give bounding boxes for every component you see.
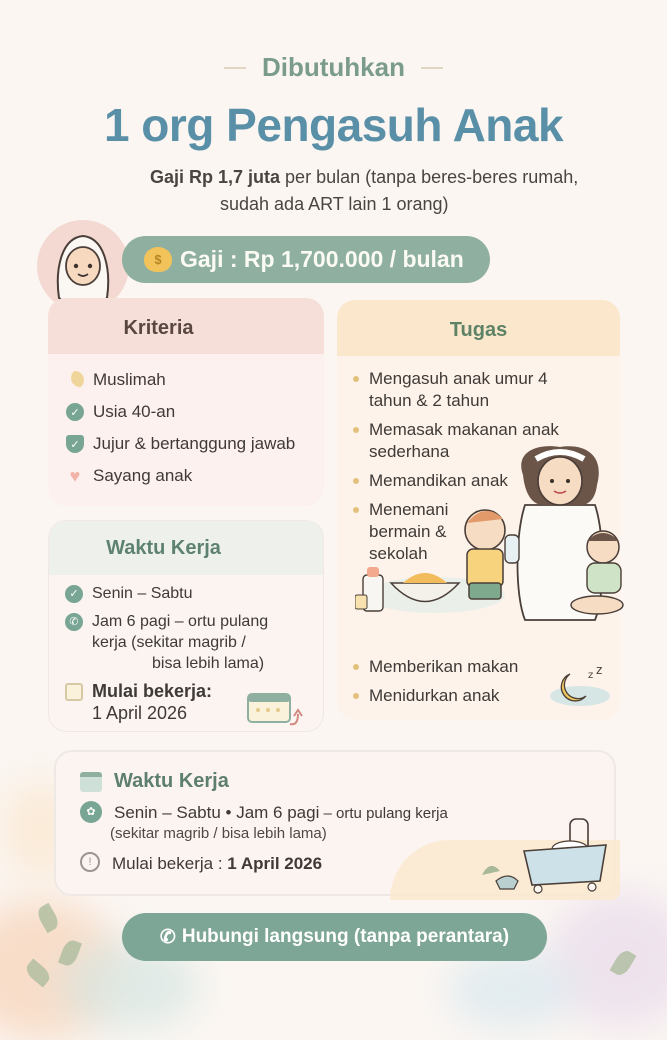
list-item <box>66 460 324 492</box>
intro-text <box>150 164 630 218</box>
list-item <box>66 428 324 460</box>
summary-start-date: 1 April 2026 <box>227 854 323 873</box>
work-days-row <box>65 583 323 604</box>
criteria-card <box>48 298 324 506</box>
sun-icon: ✿ <box>80 801 102 823</box>
monitor-icon <box>80 772 102 792</box>
calendar-icon <box>246 690 304 728</box>
list-item: Memberikan makan <box>353 656 620 678</box>
summary-start-label: Mulai bekerja : <box>112 854 228 873</box>
summary-hours-main: • Jam 6 pagi <box>220 803 320 822</box>
start-date-value: 1 April 2026 <box>92 703 188 723</box>
shield-icon: ✓ <box>66 435 84 453</box>
contact-label: Hubungi langsung (tanpa perantara) <box>181 926 510 947</box>
intro-rest: per bulan (tanpa beres-beres rumah, <box>280 167 579 187</box>
summary-title: Waktu Kerja <box>114 770 229 792</box>
work-days: Senin – Sabtu <box>92 585 193 602</box>
criteria-title: Kriteria <box>48 298 324 354</box>
summary-header <box>56 752 614 793</box>
bathtub-icon <box>460 815 610 895</box>
summary-days: Senin – Sabtu <box>114 803 221 822</box>
summary-hours-line2: (sekitar magrib / bisa lebih lama) <box>110 825 327 842</box>
work-hours-row <box>65 611 323 674</box>
work-hours-text: Jam 6 pagi – ortu pulang kerja (sekitar magrib / <box>92 613 269 651</box>
decor-blob <box>447 950 577 1030</box>
calendar-icon <box>65 683 83 701</box>
list-item: Menidurkan anak <box>353 685 620 707</box>
criteria-label: Usia 40-an <box>93 402 176 421</box>
intro-line2: sudah ada ART lain 1 orang) <box>220 194 449 214</box>
phone-icon: ✆ <box>159 926 176 948</box>
moon-icon <box>66 371 84 389</box>
criteria-label: Jujur & bertanggung jawab <box>93 434 296 453</box>
caregiver-children-illustration <box>355 445 625 625</box>
svg-text:z: z <box>596 664 603 677</box>
list-item: Memandikan anak <box>353 470 620 492</box>
clock-icon: ! <box>80 852 100 872</box>
subheading-text: Dibutuhkan <box>262 52 405 82</box>
divider <box>224 67 246 69</box>
summary-start <box>112 852 322 875</box>
subheading <box>0 52 667 83</box>
criteria-label: Sayang anak <box>93 466 193 485</box>
salary-badge <box>122 236 490 283</box>
work-hours-text-2: bisa lebih lama) <box>152 655 265 672</box>
sleeping-moon-icon <box>548 664 610 706</box>
check-circle-icon: ✓ <box>66 403 84 421</box>
list-item: Memasak makanan anak sederhana <box>353 419 588 463</box>
intro-salary: Gaji Rp 1,7 juta <box>150 167 281 187</box>
summary-hours <box>114 801 448 825</box>
summary-hours-rest: – ortu pulang kerja <box>319 805 448 822</box>
start-label: Mulai bekerja: <box>92 681 213 701</box>
work-hours <box>92 611 272 674</box>
svg-text:z: z <box>588 670 594 681</box>
page-title: 1 org Pengasuh Anak <box>103 99 564 151</box>
criteria-list <box>48 354 324 492</box>
salary-label: Gaji : Rp 1,700.000 / bulan <box>180 246 464 272</box>
clock-phone-icon: ✆ <box>65 613 83 631</box>
contact-button[interactable] <box>122 913 547 961</box>
heart-icon: ♥ <box>69 465 81 486</box>
list-item <box>66 364 324 396</box>
check-circle-icon: ✓ <box>65 585 83 603</box>
money-bag-icon: $ <box>144 247 172 272</box>
start-date <box>92 681 212 725</box>
tasks-title: Tugas <box>337 300 620 356</box>
divider <box>421 67 443 69</box>
work-hours-title: Waktu Kerja <box>49 521 323 575</box>
list-item: Mengasuh anak umur 4 tahun & 2 tahun <box>353 368 568 412</box>
criteria-label: Muslimah <box>93 370 166 389</box>
list-item: Menemani bermain & sekolah <box>353 499 473 565</box>
list-item <box>66 396 324 428</box>
